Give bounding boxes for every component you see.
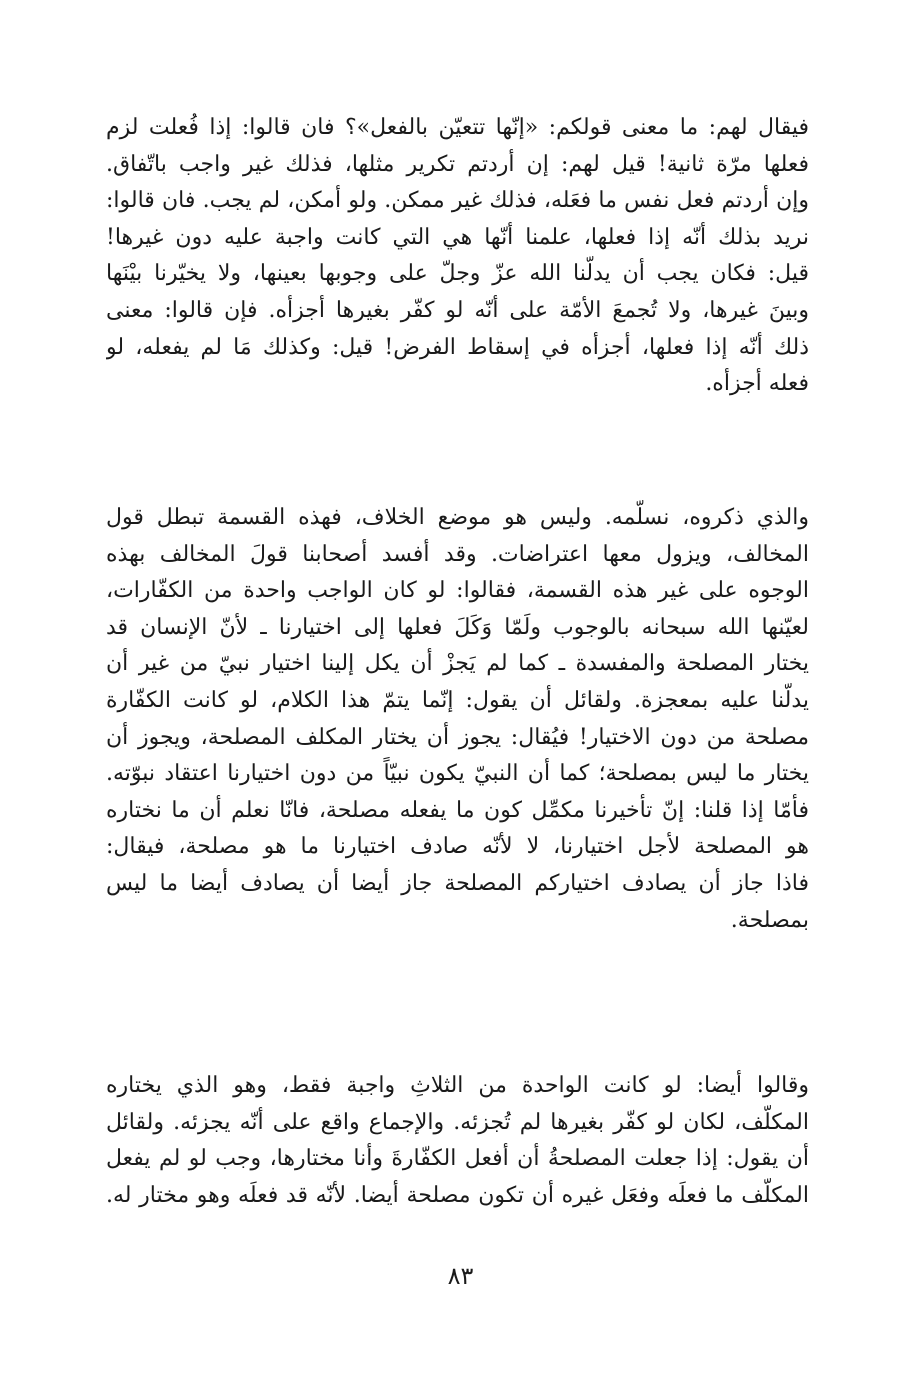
text-line: المكلَّف، لكان لو كفّر بغيرها لم تُجزئه. والإجماع واقع على أنّه يجزئه. ولقائل [106, 1109, 809, 1135]
text-line: بمصلحة. [730, 907, 809, 933]
text-line: يختار المصلحة والمفسدة ـ كما لم يَجزْ أن يكل إلينا اختيار نبيّ من غير أن [106, 651, 809, 677]
paragraph-1 [106, 110, 809, 403]
text-line: الوجوه على غير هذه القسمة، فقالوا: لو كان الواجب واحدة من الكفّارات، [106, 578, 809, 604]
text-line: يدلّنا عليه بمعجزة. ولقائل أن يقول: إنّما يتمّ هذا الكلام، لو كانت الكفّارة [106, 687, 809, 713]
text-line: قيل: فكان يجب أن يدلّنا الله عزّ وجلّ على وجوبها بعينها، ولا يخيّرنا بيْنَها [106, 261, 809, 287]
text-line: وقالوا أيضا: لو كانت الواحدة من الثلاثِ واجبة فقط، وهو الذي يختاره [106, 1073, 809, 1098]
text-line: المكلّف ما فعلَه وفعَل غيره أن تكون مصلحة أيضا. لأنّه قد فعلَه وهو مختار له. [106, 1182, 809, 1208]
paragraph-2 [106, 500, 809, 939]
text-line: نريد بذلك أنّه إذا فعلها، علمنا أنّها هي التي كانت واجبة عليه دون غيرها! [106, 224, 809, 250]
text-line: والذي ذكروه، نسلّمه. وليس هو موضع الخلاف، فهذه القسمة تبطل قول [106, 505, 809, 530]
text-line: لعيّنها الله سبحانه بالوجوب ولَمّا وَكَلَ فعلها إلى اختيارنا ـ لأنّ الإنسان قد [106, 614, 809, 640]
text-line: فعله أجزأه. [705, 371, 809, 397]
text-line: فيقال لهم: ما معنى قولكم: «إنّها تتعيّن بالفعل»؟ فان قالوا: إذا فُعلت لزم [106, 115, 809, 140]
text-line: هو المصلحة لأجل اختيارنا، لا لأنّه صادف اختيارنا ما هو مصلحة، فيقال: [106, 834, 809, 860]
text-line: فأمّا إذا قلنا: إنّ تأخيرنا مكمِّل كون ما يفعله مصلحة، فانّا نعلم أن ما نختاره [106, 797, 809, 823]
page-number: ٨٣ [447, 1262, 474, 1290]
text-line: مصلحة من دون الاختيار! فيُقال: يجوز أن يختار المكلف المصلحة، ويجوز أن [106, 724, 809, 750]
text-line: أن يقول: إذا جعلت المصلحةُ أن أفعل الكفّارةَ وأنا مختارها، وجب لو لم يفعل [106, 1146, 809, 1172]
text-line: فاذا جاز أن يصادف اختياركم المصلحة جاز أيضا أن يصادف أيضا ما ليس [106, 870, 809, 896]
text-line: ذلك أنّه إذا فعلها، أجزأه في إسقاط الفرض! قيل: وكذلك مَا لم يفعله، لو [106, 334, 809, 360]
text-line: يختار ما ليس بمصلحة؛ كما أن النبيّ يكون نبيّاً من دون اختيارنا اعتقاد نبوّته. [106, 761, 809, 787]
paragraph-3 [106, 1068, 809, 1214]
text-line: المخالف، ويزول معها اعتراضات. وقد أفسد أصحابنا قولَ المخالف بهذه [106, 541, 809, 567]
text-line: وإن أردتم فعل نفس ما فعَله، فذلك غير ممكن. ولو أمكن، لم يجب. فان قالوا: [106, 188, 809, 214]
text-line: وبينَ غيرها، ولا تُجمعَ الأمّة على أنّه لو كفّر بغيرها أجزأه. فإن قالوا: معنى [106, 297, 809, 323]
text-line: فعلها مرّة ثانية! قيل لهم: إن أردتم تكرير مثلها، فذلك غير واجب باتّفاق. [106, 151, 809, 177]
